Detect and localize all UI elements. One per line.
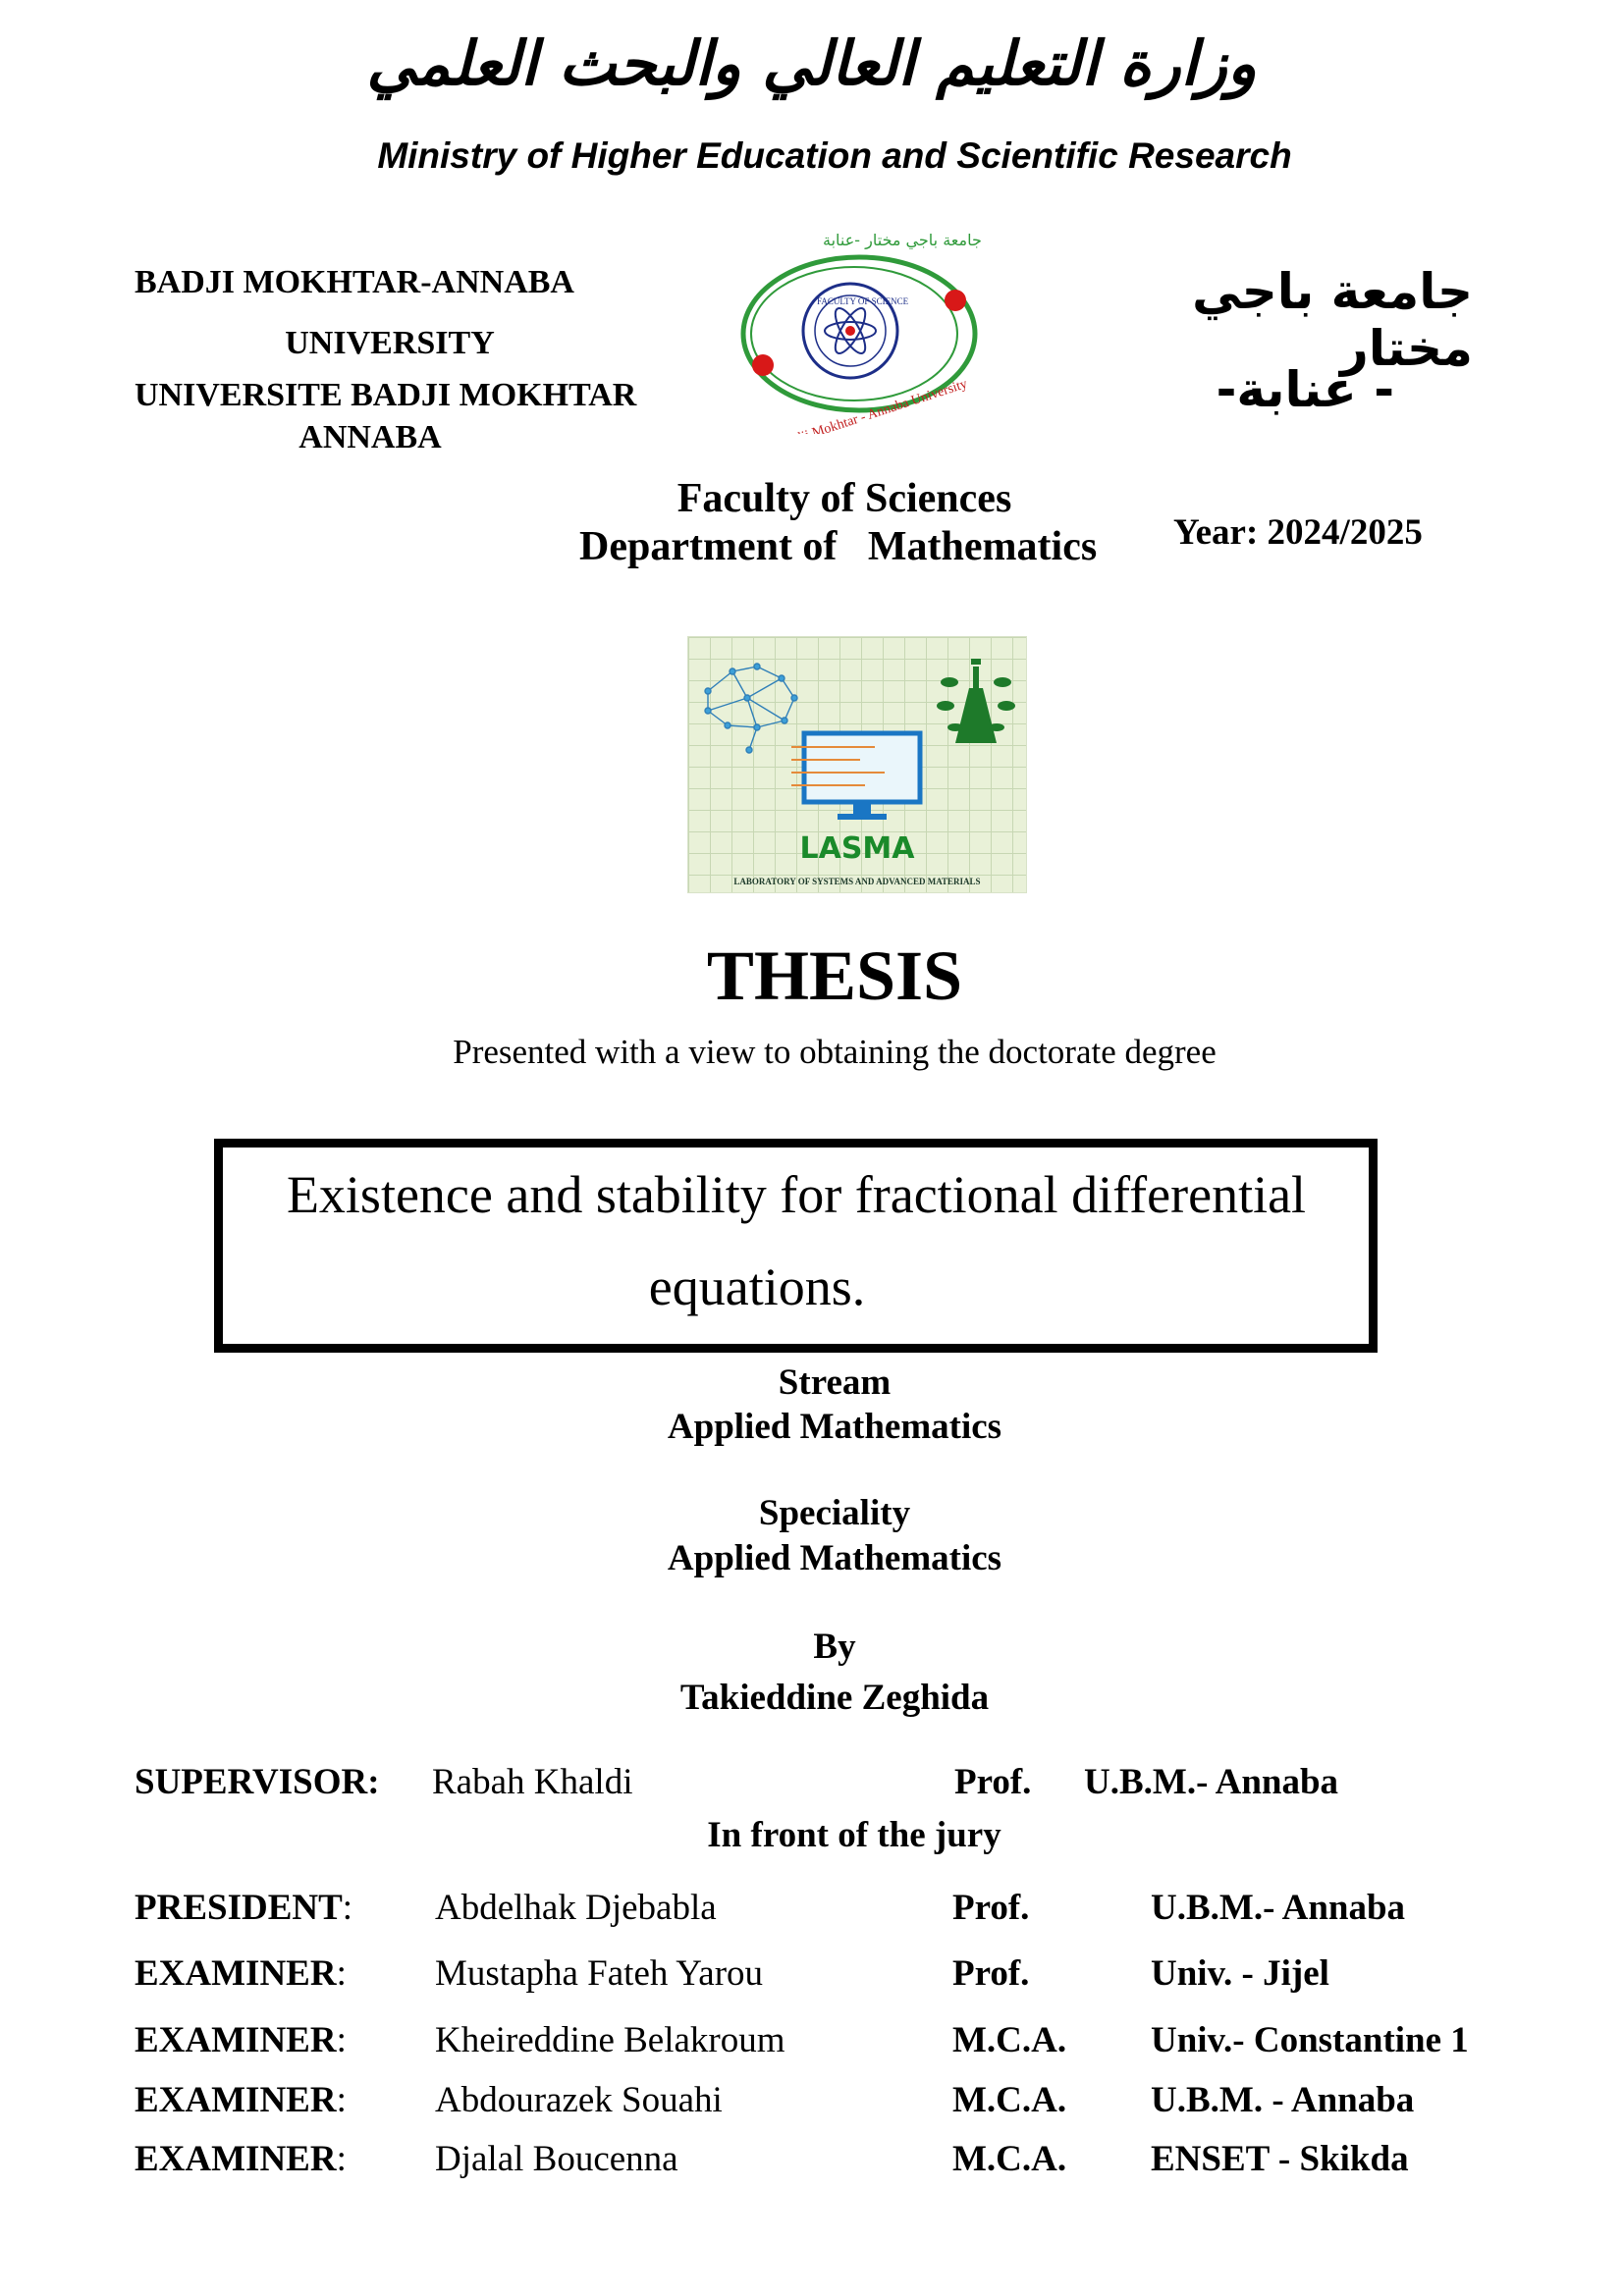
university-arabic-line1: جامعة باجي مختار [1192, 263, 1473, 377]
jury-row-role: EXAMINER: [135, 1953, 347, 1994]
jury-row-role: EXAMINER: [135, 2080, 347, 2120]
jury-row-rank: Prof. [952, 1888, 1030, 1928]
jury-row-rank: Prof. [952, 1953, 1030, 1994]
jury-row-rank: M.C.A. [952, 2080, 1067, 2120]
supervisor-rank: Prof. [954, 1762, 1032, 1802]
jury-row-institution: U.B.M.- Annaba [1151, 1888, 1406, 1928]
jury-heading: In front of the jury [707, 1815, 1001, 1855]
thesis-heading: THESIS [706, 936, 963, 1015]
thesis-title-line2: equations. [648, 1257, 866, 1316]
jury-row-name: Abdelhak Djebabla [435, 1888, 717, 1928]
university-name-line1: BADJI MOKHTAR-ANNABA [135, 264, 574, 300]
speciality-label: Speciality [758, 1493, 911, 1533]
brain-network-icon [705, 664, 797, 753]
author-by-label: By [813, 1627, 856, 1667]
faculty-name: Faculty of Sciences [676, 476, 1012, 521]
university-name-line4: ANNABA [298, 419, 442, 455]
jury-row-role: EXAMINER: [135, 2139, 347, 2179]
jury-row-name: Kheireddine Belakroum [435, 2020, 785, 2060]
supervisor-role: SUPERVISOR: [135, 1762, 380, 1802]
university-name-line2: UNIVERSITY [285, 325, 495, 361]
jury-row-institution: U.B.M. - Annaba [1151, 2080, 1415, 2120]
university-arabic-line2: - عنابة- [1216, 361, 1394, 418]
jury-row-institution: Univ. - Jijel [1151, 1953, 1329, 1994]
speciality-value: Applied Mathematics [667, 1538, 1002, 1578]
author-name: Takieddine Zeghida [679, 1678, 990, 1718]
lasma-logo-text: LASMA [799, 831, 915, 866]
jury-row-name: Djalal Boucenna [435, 2139, 678, 2179]
jury-row-role: PRESIDENT: [135, 1888, 353, 1928]
academic-year: Year: 2024/2025 [1173, 512, 1423, 553]
jury-row-rank: M.C.A. [952, 2139, 1067, 2179]
stream-value: Applied Mathematics [667, 1407, 1002, 1447]
jury-row-institution: ENSET - Skikda [1151, 2139, 1409, 2179]
thesis-purpose: Presented with a view to obtaining the doctorate degree [453, 1033, 1217, 1071]
seal-arabic-text: جامعة باجي مختار -عنابة [823, 231, 982, 249]
jury-row-institution: Univ.- Constantine 1 [1151, 2020, 1469, 2060]
thesis-title-line1: Existence and stability for fractional differential [286, 1165, 1307, 1224]
supervisor-name: Rabah Khaldi [432, 1762, 633, 1802]
seal-inner-text: FACULTY OF SCIENCE [817, 296, 909, 306]
jury-row-role: EXAMINER: [135, 2020, 347, 2060]
department-name: Department of Mathematics [579, 524, 1098, 569]
lasma-lab-logo [687, 636, 1027, 893]
university-name-line3: UNIVERSITE BADJI MOKHTAR [135, 377, 637, 413]
jury-row-name: Abdourazek Souahi [435, 2080, 723, 2120]
seal-bottom-text: Badji Mokhtar - Annaba University [779, 376, 970, 434]
jury-row-rank: M.C.A. [952, 2020, 1067, 2060]
computer-monitor-icon [791, 733, 920, 820]
stream-label: Stream [778, 1362, 892, 1403]
lasma-logo-subtitle: LABORATORY OF SYSTEMS AND ADVANCED MATERIALS [733, 877, 981, 886]
science-flask-icon [937, 659, 1015, 743]
ministry-english-title: Ministry of Higher Education and Scientific Research [377, 135, 1292, 176]
faculty-seal-logo [717, 228, 1001, 434]
supervisor-institution: U.B.M.- Annaba [1084, 1762, 1339, 1802]
jury-row-name: Mustapha Fateh Yarou [435, 1953, 764, 1994]
ministry-arabic-title: وزارة التعليم العالي والبحث العلمي [366, 27, 1257, 99]
